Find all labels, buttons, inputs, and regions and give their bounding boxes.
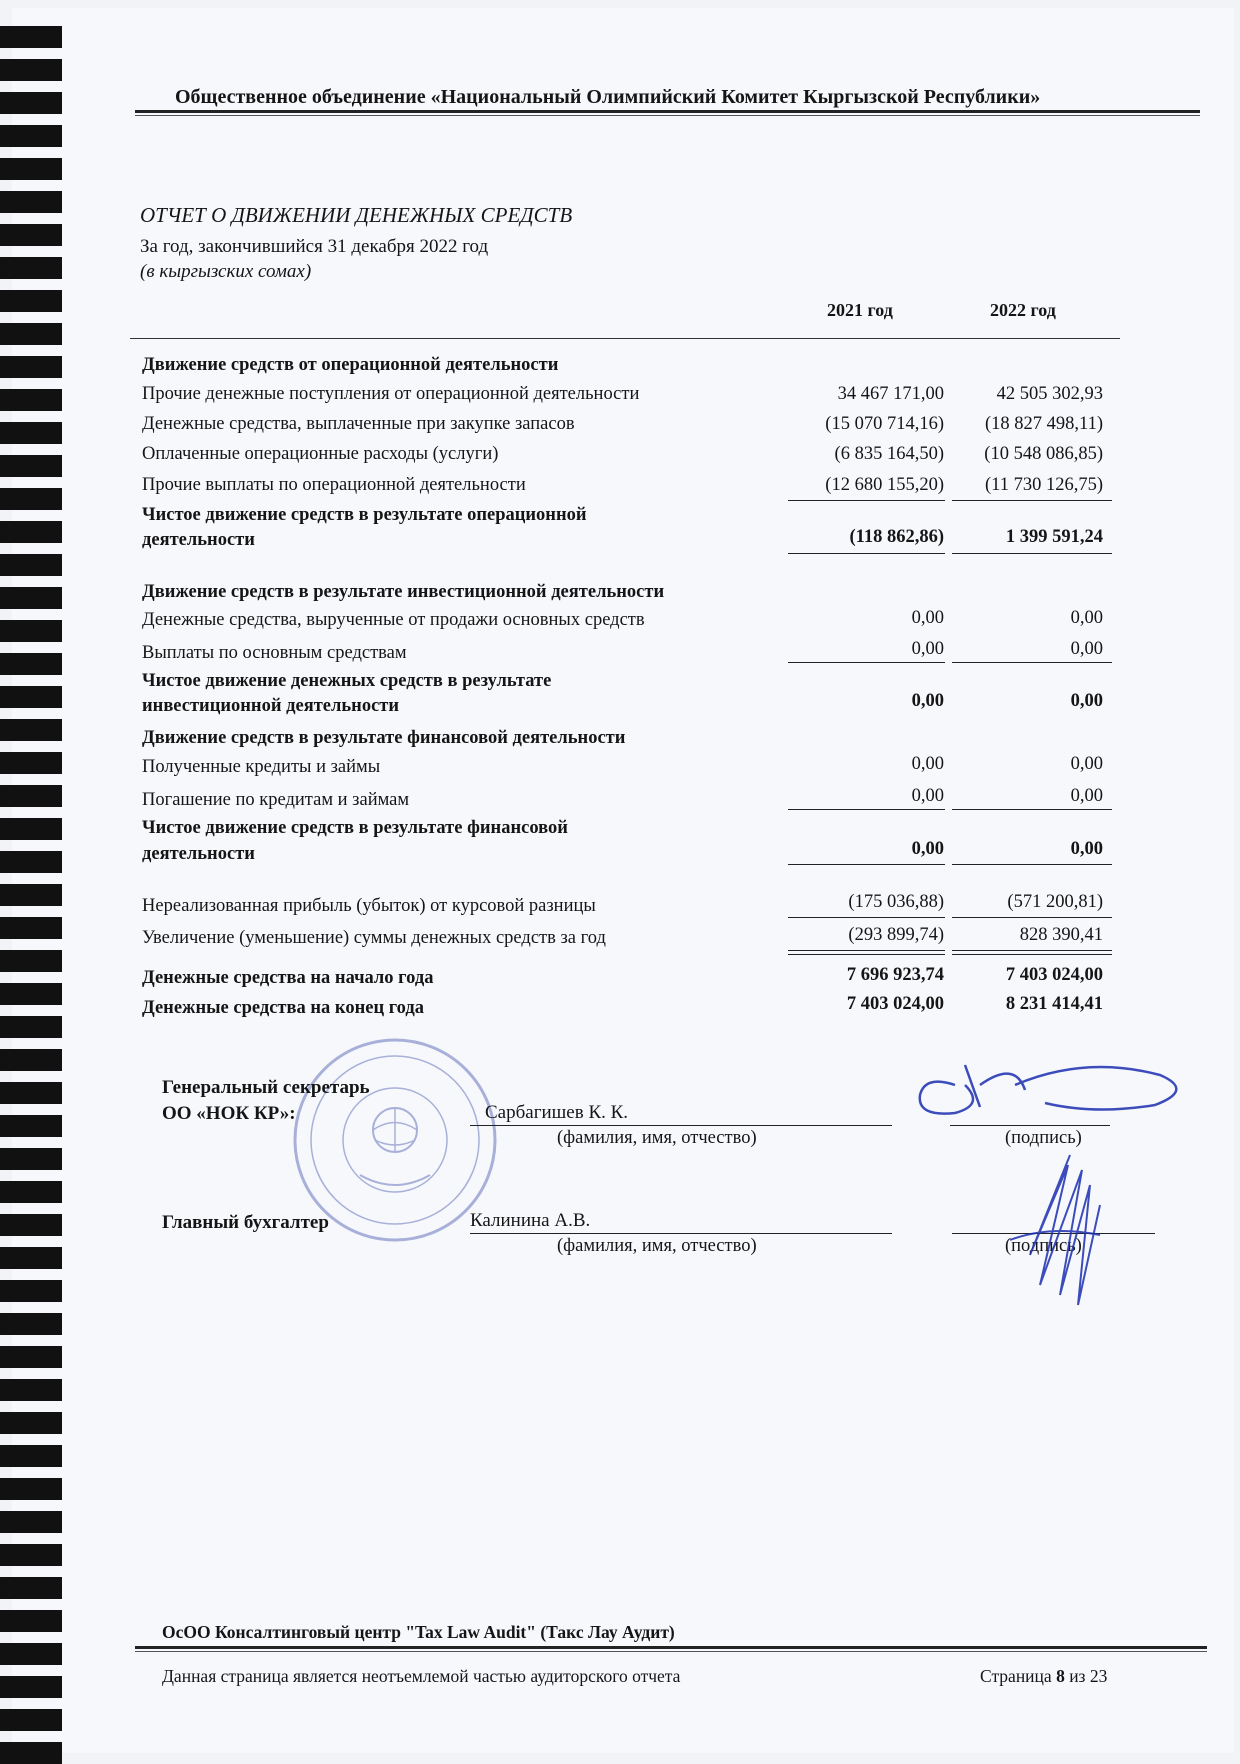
binding-ring [0, 1511, 62, 1533]
binding-ring [0, 1049, 62, 1071]
binding-ring [0, 257, 62, 279]
row-label: Оплаченные операционные расходы (услуги) [142, 444, 499, 464]
binding-ring [0, 488, 62, 510]
binding-ring [0, 1478, 62, 1500]
binding-ring [0, 1082, 62, 1104]
binding-ring [0, 455, 62, 477]
binding-ring [0, 1148, 62, 1170]
binding-ring [0, 1610, 62, 1632]
value-2021: (12 680 155,20) [825, 475, 944, 495]
value-2021: 34 467 171,00 [837, 384, 944, 404]
subtotal-rule [788, 809, 945, 810]
table-top-rule [130, 338, 1120, 339]
report-currency: (в кыргызских сомах) [140, 261, 312, 282]
value-2021: (6 835 164,50) [834, 444, 944, 464]
section-operating-header: Движение средств от операционной деятельности [142, 355, 559, 375]
footer-rule [135, 1646, 1207, 1649]
total-rule [952, 954, 1112, 955]
binding-ring [0, 983, 62, 1005]
row-label: Денежные средства на начало года [142, 968, 434, 988]
value-2021: 0,00 [911, 691, 944, 711]
column-header-2022: 2022 год [990, 300, 1056, 320]
binding-ring [0, 290, 62, 312]
value-2021: 7 696 923,74 [846, 965, 944, 985]
signature-caption: (подпись) [1005, 1236, 1082, 1256]
binding-ring [0, 1247, 62, 1269]
binding-ring [0, 1676, 62, 1698]
header-rule-thin [135, 115, 1200, 116]
page-current: 8 [1056, 1666, 1065, 1686]
auditor-name: ОсОО Консалтинговый центр "Tax Law Audit" (Такс Лау Аудит) [162, 1622, 675, 1642]
value-2022: 8 231 414,41 [1005, 994, 1103, 1014]
fio-caption: (фамилия, имя, отчество) [557, 1128, 757, 1148]
value-2022: 0,00 [1070, 754, 1103, 774]
accountant-signature [990, 1145, 1120, 1315]
binding-ring [0, 686, 62, 708]
binding-ring [0, 554, 62, 576]
value-2021: 0,00 [911, 786, 944, 806]
value-2021: 7 403 024,00 [846, 994, 944, 1014]
page-prefix: Страница [980, 1666, 1057, 1686]
row-label: деятельности [142, 844, 255, 864]
binding-ring [0, 125, 62, 147]
binding-ring [0, 59, 62, 81]
binding-ring [0, 26, 62, 48]
accountant-name: Калинина А.В. [470, 1210, 591, 1231]
secretary-name: Сарбагишев К. К. [485, 1102, 629, 1123]
spiral-binding [0, 0, 64, 1755]
value-2022: (571 200,81) [1007, 892, 1103, 912]
subtotal-rule [788, 662, 945, 663]
binding-ring [0, 92, 62, 114]
binding-ring [0, 389, 62, 411]
fio-caption: (фамилия, имя, отчество) [557, 1236, 757, 1256]
value-2021: (118 862,86) [849, 527, 944, 547]
subtotal-rule [952, 917, 1112, 918]
subtotal-rule [952, 500, 1112, 501]
binding-ring [0, 323, 62, 345]
secretary-title: Генеральный секретарь [162, 1077, 370, 1098]
column-header-2021: 2021 год [827, 300, 893, 320]
binding-ring [0, 785, 62, 807]
subtotal-rule [788, 917, 945, 918]
row-label: Погашение по кредитам и займам [142, 790, 410, 810]
binding-ring [0, 1742, 62, 1764]
row-label: Нереализованная прибыль (убыток) от курсовой разницы [142, 896, 596, 916]
row-label: Денежные средства, вырученные от продажи основных средств [142, 610, 645, 630]
value-2022: 828 390,41 [1019, 925, 1103, 945]
row-label: деятельности [142, 530, 255, 550]
binding-ring [0, 884, 62, 906]
binding-ring [0, 356, 62, 378]
binding-ring [0, 521, 62, 543]
accountant-title: Главный бухгалтер [162, 1212, 329, 1233]
total-rule [788, 950, 945, 951]
binding-ring [0, 653, 62, 675]
value-2021: 0,00 [911, 839, 944, 859]
binding-ring [0, 1577, 62, 1599]
report-title: ОТЧЕТ О ДВИЖЕНИИ ДЕНЕЖНЫХ СРЕДСТВ [140, 203, 573, 227]
binding-ring [0, 1313, 62, 1335]
binding-ring [0, 191, 62, 213]
row-label: Чистое движение средств в результате операционной [142, 505, 587, 525]
row-label: Прочие выплаты по операционной деятельности [142, 475, 526, 495]
total-rule [788, 864, 945, 865]
value-2022: 0,00 [1070, 608, 1103, 628]
binding-ring [0, 1709, 62, 1731]
subtotal-rule [788, 500, 945, 501]
row-label: Прочие денежные поступления от операционной деятельности [142, 384, 640, 404]
organization-header: Общественное объединение «Национальный Олимпийский Комитет Кыргызской Республики» [175, 86, 1041, 108]
binding-ring [0, 224, 62, 246]
name-line [470, 1125, 892, 1126]
report-period: За год, закончившийся 31 декабря 2022 год [140, 236, 489, 257]
value-2021: (293 899,74) [848, 925, 944, 945]
value-2022: (18 827 498,11) [984, 414, 1103, 434]
binding-ring [0, 1445, 62, 1467]
value-2022: 7 403 024,00 [1005, 965, 1103, 985]
secretary-org: ОО «НОК КР»: [162, 1103, 296, 1124]
binding-ring [0, 851, 62, 873]
row-label: инвестиционной деятельности [142, 696, 400, 716]
binding-ring [0, 1643, 62, 1665]
binding-ring [0, 587, 62, 609]
row-label: Увеличение (уменьшение) суммы денежных средств за год [142, 928, 606, 948]
footer-note: Данная страница является неотъемлемой частью аудиторского отчета [162, 1666, 681, 1686]
page-number [980, 1666, 1107, 1687]
total-rule [788, 553, 945, 554]
value-2022: (11 730 126,75) [984, 475, 1103, 495]
header-rule [135, 110, 1200, 113]
binding-ring [0, 1181, 62, 1203]
value-2021: (15 070 714,16) [825, 414, 944, 434]
value-2021: (175 036,88) [848, 892, 944, 912]
binding-ring [0, 422, 62, 444]
total-rule [952, 864, 1112, 865]
binding-ring [0, 1544, 62, 1566]
value-2021: 0,00 [911, 639, 944, 659]
binding-ring [0, 917, 62, 939]
total-rule [952, 553, 1112, 554]
value-2022: 0,00 [1070, 786, 1103, 806]
total-rule [952, 950, 1112, 951]
binding-ring [0, 620, 62, 642]
name-line [470, 1233, 892, 1234]
value-2022: 42 505 302,93 [996, 384, 1103, 404]
binding-ring [0, 1016, 62, 1038]
value-2021: 0,00 [911, 754, 944, 774]
binding-ring [0, 818, 62, 840]
value-2022: 0,00 [1070, 691, 1103, 711]
signature-line [950, 1125, 1110, 1126]
footer-rule-thin [135, 1651, 1207, 1652]
binding-ring [0, 1412, 62, 1434]
row-label: Выплаты по основным средствам [142, 643, 407, 663]
binding-ring [0, 1379, 62, 1401]
value-2022: (10 548 086,85) [984, 444, 1103, 464]
value-2022: 1 399 591,24 [1005, 527, 1103, 547]
subtotal-rule [952, 809, 1112, 810]
signature-caption: (подпись) [1005, 1128, 1082, 1148]
section-financing-header: Движение средств в результате финансовой деятельности [142, 728, 626, 748]
row-label: Денежные средства, выплаченные при закупке запасов [142, 414, 575, 434]
value-2022: 0,00 [1070, 639, 1103, 659]
value-2021: 0,00 [911, 608, 944, 628]
binding-ring [0, 1115, 62, 1137]
binding-ring [0, 950, 62, 972]
section-investing-header: Движение средств в результате инвестиционной деятельности [142, 582, 665, 602]
row-label: Чистое движение средств в результате финансовой [142, 818, 568, 838]
row-label: Полученные кредиты и займы [142, 757, 381, 777]
binding-ring [0, 719, 62, 741]
binding-ring [0, 158, 62, 180]
subtotal-rule [952, 662, 1112, 663]
row-label: Денежные средства на конец года [142, 998, 424, 1018]
row-label: Чистое движение денежных средств в результате [142, 671, 552, 691]
value-2022: 0,00 [1070, 839, 1103, 859]
secretary-signature [905, 1045, 1205, 1125]
binding-ring [0, 752, 62, 774]
binding-ring [0, 1214, 62, 1236]
total-rule [788, 954, 945, 955]
binding-ring [0, 1280, 62, 1302]
page-total: 23 [1089, 1666, 1108, 1686]
page-mid: из [1064, 1666, 1090, 1686]
binding-ring [0, 1346, 62, 1368]
